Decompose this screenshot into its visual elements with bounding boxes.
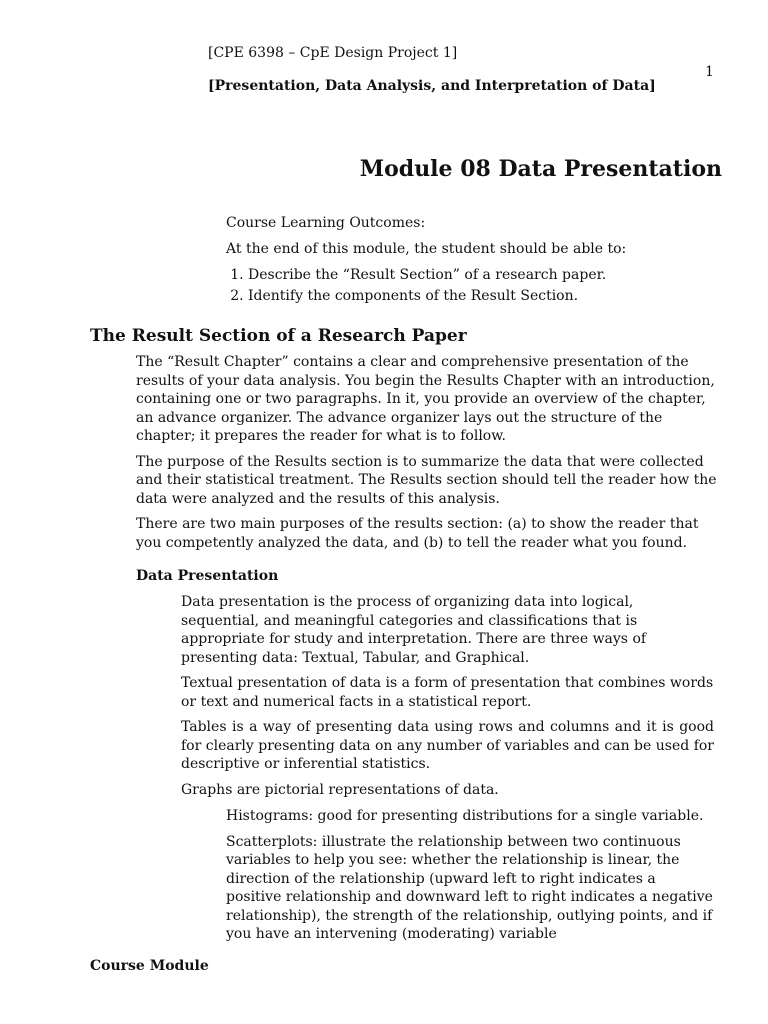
paragraph: Graphs are pictorial representations of data. bbox=[181, 781, 499, 798]
footer-label: Course Module bbox=[90, 958, 209, 974]
paragraph: The “Result Chapter” contains a clear and comprehensive presentation of the results of your data analysis. You begin the Results Chapter with an introduction, containing one or two paragraphs. In it, you provide an overview of the chapter, an advance organizer. The advance organizer lays out the structure of the chapter; it prepares the reader for what is to follow. bbox=[136, 354, 715, 444]
outcomes-intro: At the end of this module, the student should be able to: bbox=[226, 241, 627, 257]
paragraph: The purpose of the Results section is to summarize the data that were collected and their statistical treatment. The Results section should tell the reader how the data were analyzed and the results of this analysis. bbox=[136, 453, 717, 507]
header-course-line: [CPE 6398 – CpE Design Project 1] bbox=[208, 45, 458, 61]
paragraph: There are two main purposes of the results section: (a) to show the reader that you competently analyzed the data, and (b) to tell the reader what you found. bbox=[136, 516, 699, 551]
header-topic-line: [Presentation, Data Analysis, and Interpretation of Data] bbox=[208, 78, 656, 94]
outcomes-heading: Course Learning Outcomes: bbox=[226, 215, 426, 231]
graph-types bbox=[226, 807, 714, 951]
outcome-item: 1. Describe the “Result Section” of a research paper. bbox=[248, 266, 726, 285]
result-section-heading: The Result Section of a Research Paper bbox=[90, 326, 467, 346]
paragraph: Tables is a way of presenting data using rows and columns and it is good for clearly presenting data on any number of variables and can be used for descriptive or inferential statistics. bbox=[181, 719, 714, 772]
page-number: 1 bbox=[705, 64, 714, 80]
paragraph: Data presentation is the process of organizing data into logical, sequential, and meaningful categories and classifications that is appropriate for study and interpretation. There are three ways of presenting data: Textual, Tabular, and Graphical. bbox=[181, 594, 647, 666]
outcome-item: 2. Identify the components of the Result Section. bbox=[248, 287, 726, 306]
paragraph: Textual presentation of data is a form of presentation that combines words or text and numerical facts in a statistical report. bbox=[181, 675, 714, 710]
graph-type-item: Histograms: good for presenting distributions for a single variable. bbox=[226, 808, 704, 824]
result-section-body bbox=[136, 353, 722, 559]
learning-outcomes bbox=[226, 214, 726, 308]
data-presentation-body bbox=[181, 593, 714, 806]
data-presentation-heading: Data Presentation bbox=[136, 568, 279, 584]
outcomes-list bbox=[226, 266, 726, 306]
graph-type-item: Scatterplots: illustrate the relationship between two continuous variables to help you see: whether the relationship is linear, the direction of the relationship (upward left to right indicates a positive relationship and downward left to right indicates a negative relationship), the strength of the relationship, outlying points, and if you have an intervening (moderating) variable bbox=[226, 833, 713, 942]
page-title: Module 08 Data Presentation bbox=[359, 156, 722, 182]
